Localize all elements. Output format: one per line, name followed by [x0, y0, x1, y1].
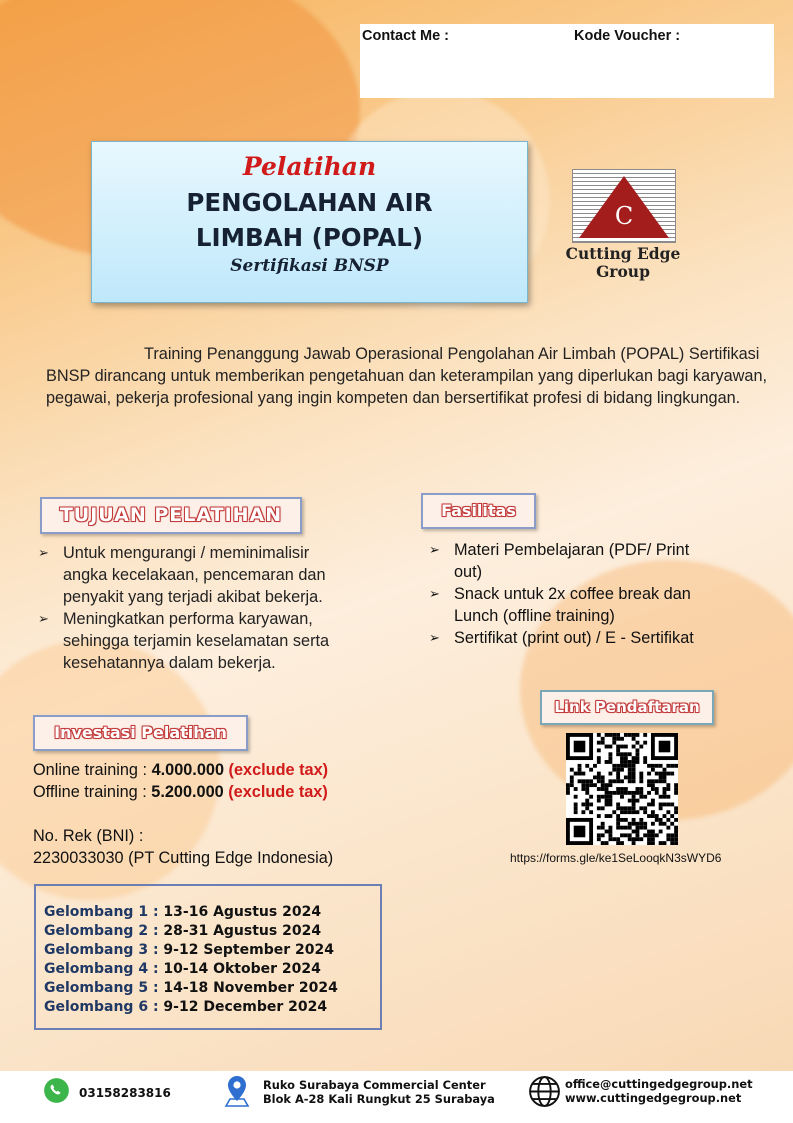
tujuan-list — [36, 542, 396, 674]
tax-note: (exclude tax) — [228, 783, 328, 801]
logo-name-line-2: Group — [596, 262, 650, 281]
footer-address: Ruko Surabaya Commercial Center Blok A-28 Kali Rungkut 25 Surabaya — [263, 1078, 495, 1106]
offline-price-line: Offline training : 5.200.000 (exclude tax) — [33, 783, 328, 801]
registration-link[interactable]: https://forms.gle/ke1SeLooqkN3sWYD6 — [510, 851, 722, 865]
footer-website[interactable]: www.cuttingedgegroup.net — [565, 1091, 742, 1105]
link-heading: Link Pendaftaran — [540, 690, 714, 725]
arrow-bullet-icon: ➢ — [429, 542, 440, 557]
schedule-row: Gelombang 3 : 9-12 September 2024 — [44, 942, 334, 958]
footer — [0, 1071, 793, 1123]
intro-paragraph: Training Penanggung Jawab Operasional Pengolahan Air Limbah (POPAL) Sertifikasi BNSP dirancang untuk memberikan pengetahuan dan keterampilan yang diperlukan bagi karyawan, pegawai, pekerja profesional yang ingin kompeten dan bersertifikat profesi di bidang lingkungan. — [46, 345, 768, 407]
schedule-row: Gelombang 5 : 14-18 November 2024 — [44, 980, 338, 996]
logo-name — [561, 245, 685, 281]
schedule-row: Gelombang 2 : 28-31 Agustus 2024 — [44, 923, 322, 939]
list-item: ➢ Materi Pembelajaran (PDF/ Print out) — [429, 541, 690, 581]
schedule-row: Gelombang 4 : 10-14 Oktober 2024 — [44, 961, 321, 977]
footer-email[interactable]: office@cuttingedgegroup.net — [565, 1077, 753, 1091]
title-subtitle: Sertifikasi BNSP — [230, 256, 389, 276]
online-price-line: Online training : 4.000.000 (exclude tax) — [33, 761, 329, 779]
globe-icon — [528, 1075, 561, 1113]
logo-mark-icon — [572, 169, 676, 243]
title-box — [91, 141, 528, 303]
arrow-bullet-icon: ➢ — [429, 586, 440, 601]
arrow-bullet-icon: ➢ — [38, 545, 49, 560]
title-line-1: PENGOLAHAN AIR — [186, 188, 433, 217]
logo-letter: C — [614, 202, 634, 230]
fasilitas-heading: Fasilitas — [421, 493, 536, 529]
investasi-heading: Investasi Pelatihan — [33, 715, 248, 751]
fasilitas-list — [427, 539, 777, 649]
schedule-row: Gelombang 6 : 9-12 December 2024 — [44, 999, 328, 1015]
footer-contact-web — [565, 1077, 753, 1105]
bank-account-label: No. Rek (BNI) : — [33, 827, 144, 845]
logo-name-line-1: Cutting Edge — [565, 244, 681, 263]
tax-note: (exclude tax) — [228, 761, 329, 779]
schedule-row: Gelombang 1 : 13-16 Agustus 2024 — [44, 904, 322, 920]
online-price: 4.000.000 — [151, 761, 224, 779]
list-item: ➢ Snack untuk 2x coffee break dan Lunch (offline training) — [429, 585, 691, 625]
contact-voucher-box — [360, 24, 774, 98]
arrow-bullet-icon: ➢ — [429, 630, 440, 645]
footer-phone[interactable]: 03158283816 — [79, 1086, 171, 1100]
arrow-bullet-icon: ➢ — [38, 611, 49, 626]
location-pin-icon — [224, 1074, 250, 1113]
list-item: ➢ Sertifikat (print out) / E - Sertifikat — [429, 629, 694, 647]
schedule-box — [34, 884, 382, 1030]
contact-label: Contact Me : — [362, 28, 449, 44]
bank-account-value: 2230033030 (PT Cutting Edge Indonesia) — [33, 849, 334, 867]
voucher-label: Kode Voucher : — [574, 28, 681, 44]
whatsapp-icon[interactable] — [43, 1077, 70, 1109]
title-line-2: LIMBAH (POPAL) — [195, 223, 424, 252]
title-script: Pelatihan — [242, 152, 377, 181]
list-item: ➢ Meningkatkan performa karyawan, sehingga terjamin keselamatan serta kesehatannya dalam bekerja. — [38, 610, 330, 672]
tujuan-heading: TUJUAN PELATIHAN — [40, 497, 302, 534]
offline-price: 5.200.000 — [151, 783, 224, 801]
qr-code-icon[interactable] — [566, 733, 678, 845]
list-item: ➢ Untuk mengurangi / meminimalisir angka kecelakaan, pencemaran dan penyakit yang terjadi akibat bekerja. — [38, 544, 326, 606]
